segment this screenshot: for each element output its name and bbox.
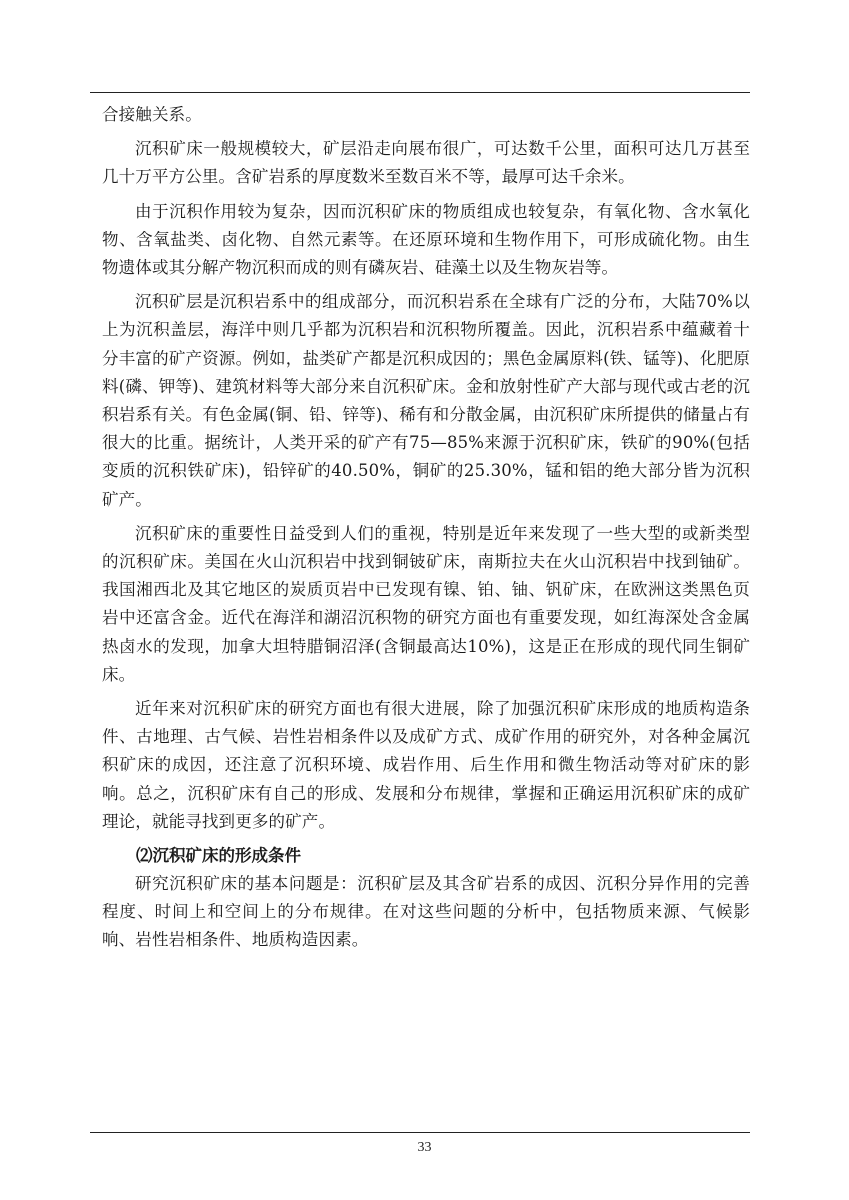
paragraph-basic-questions: 研究沉积矿床的基本问题是：沉积矿层及其含矿岩系的成因、沉积分异作用的完善程度、时间上和空间上的分布规律。在对这些问题的分析中，包括物质来源、气候影响、岩性岩相条件、地质构造因素。 [102, 874, 750, 950]
paragraph-research-progress: 近年来对沉积矿床的研究方面也有很大进展，除了加强沉积矿床形成的地质构造条件、古地理、古气候、岩性岩相条件以及成矿方式、成矿作用的研究外，对各种金属沉积矿床的成因，还注意了沉积环境、成岩作用、后生作用和微生物活动等对矿床的影响。总之，沉积矿床有自己的形成、发展和分布规律，掌握和正确运用沉积矿床的成矿理论，就能寻找到更多的矿产。 [102, 699, 750, 831]
paragraph-distribution: 沉积矿层是沉积岩系中的组成部分，而沉积岩系在全球有广泛的分布，大陆70%以上为沉积盖层，海洋中则几乎都为沉积岩和沉积物所覆盖。因此，沉积岩系中蕴藏着十分丰富的矿产资源。例如，盐类矿产都是沉积成因的；黑色金属原料(铁、锰等)、化肥原料(磷、钾等)、建筑材料等大部分来自沉积矿床。金和放射性矿产大部与现代或古老的沉积岩系有关。有色金属(铜、铅、锌等)、稀有和分散金属，由沉积矿床所提供的储量占有很大的比重。据统计，人类开采的矿产有75—85%来源于沉积矿床，铁矿的90%(包括变质的沉积铁矿床)，铅锌矿的40.50%，铜矿的25.30%，锰和铝的绝大部分皆为沉积矿产。 [102, 292, 750, 509]
paragraph-importance: 沉积矿床的重要性日益受到人们的重视，特别是近年来发现了一些大型的或新类型的沉积矿床。美国在火山沉积岩中找到铜铍矿床，南斯拉夫在火山沉积岩中找到铀矿。我国湘西北及其它地区的炭质页岩中已发现有镍、铂、铀、钒矿床，在欧洲这类黑色页岩中还富含金。近代在海洋和湖沼沉积物的研究方面也有重要发现，如红海深处含金属热卤水的发现，加拿大坦特腊铜沼泽(含铜最高达10%)，这是正在形成的现代同生铜矿床。 [102, 523, 750, 684]
header-rule [90, 92, 750, 93]
page-number: 33 [417, 1140, 432, 1155]
section-heading: ⑵沉积矿床的形成条件 [136, 846, 301, 866]
footer-rule [90, 1132, 750, 1133]
paragraph-composition: 由于沉积作用较为复杂，因而沉积矿床的物质组成也较复杂，有氧化物、含水氧化物、含氧盐类、卤化物、自然元素等。在还原环境和生物作用下，可形成硫化物。由生物遗体或其分解产物沉积而成的则有磷灰岩、硅藻土以及生物灰岩等。 [102, 201, 750, 278]
paragraph-continuation: 合接触关系。 [102, 105, 202, 124]
page-body [102, 101, 750, 955]
paragraph-scale: 沉积矿床一般规模较大，矿层沿走向展布很广，可达数千公里，面积可达几万甚至几十万平方公里。含矿岩系的厚度数米至数百米不等，最厚可达千余米。 [102, 139, 750, 187]
